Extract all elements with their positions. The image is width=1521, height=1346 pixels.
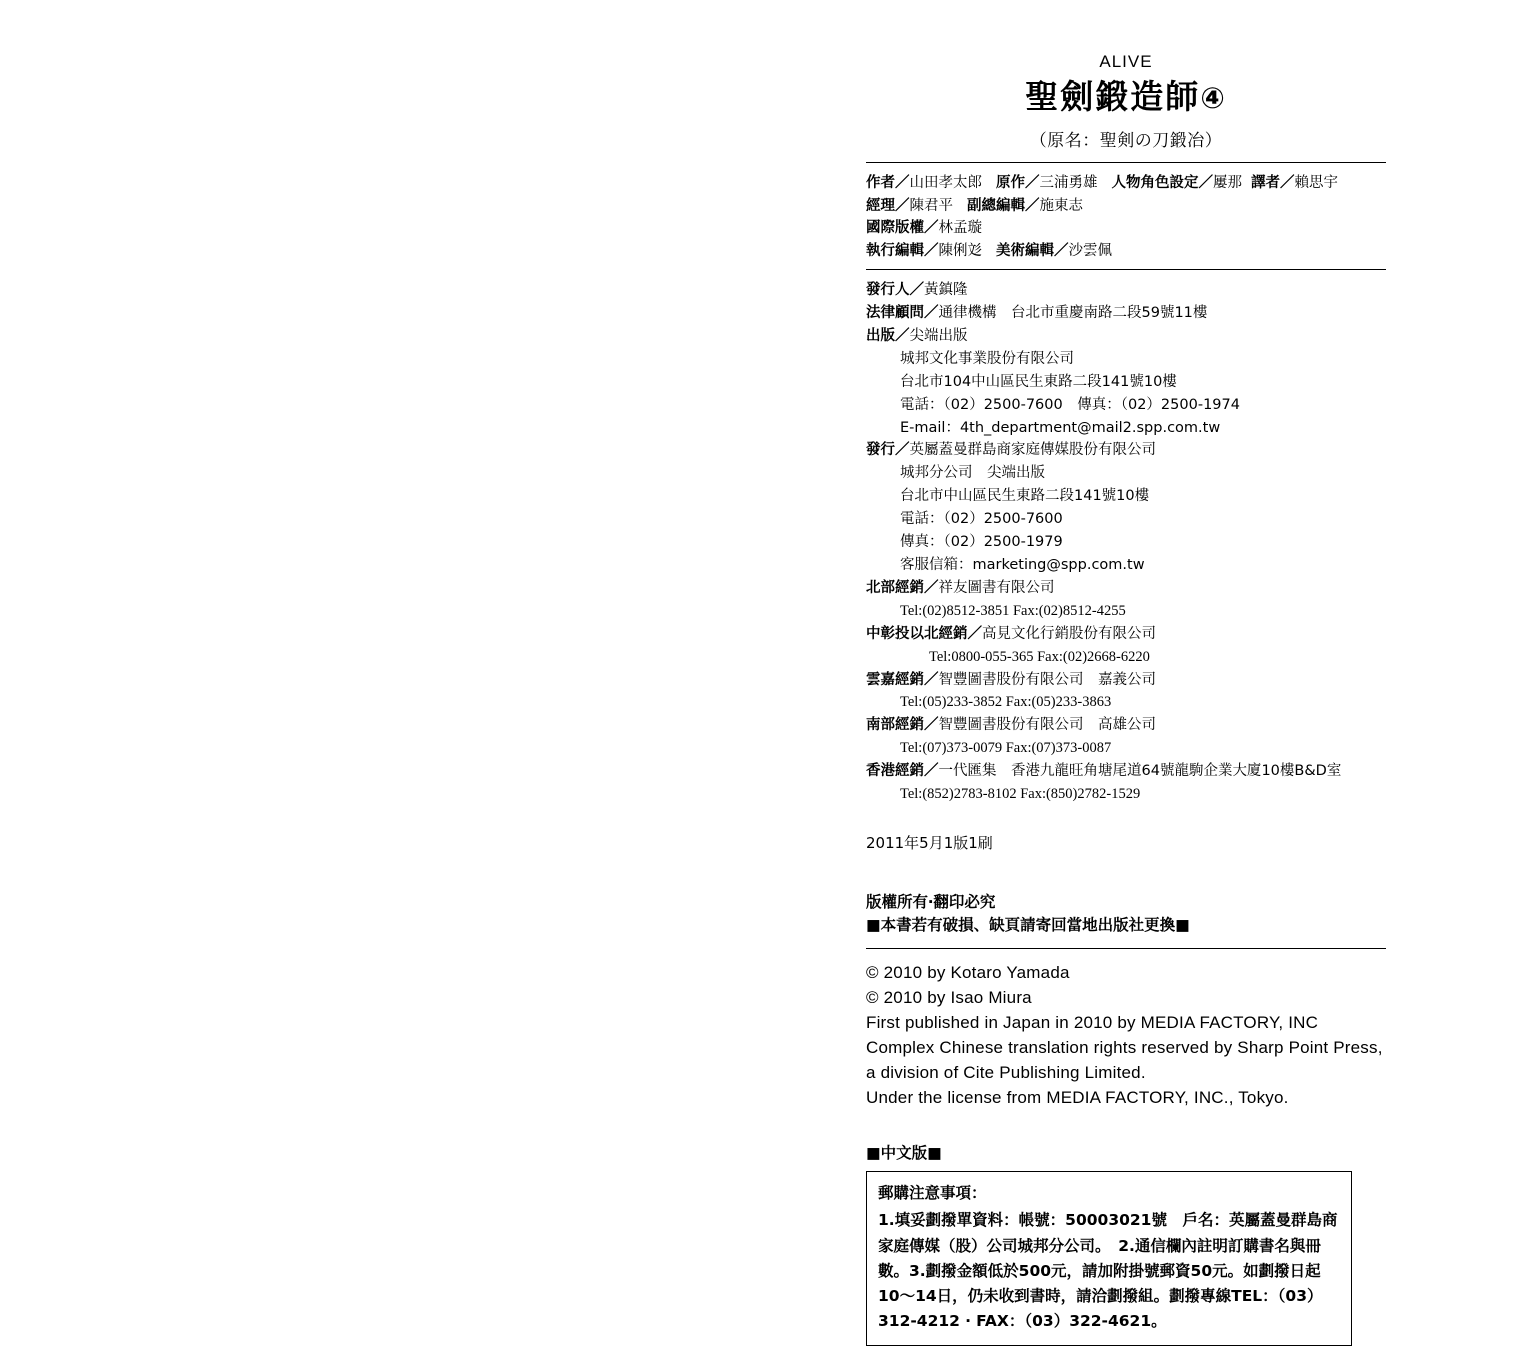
mail-order-line: 312-4212 ‧ FAX：（03）322-4621。 — [878, 1311, 1167, 1330]
publisher-row-value: 台北市中山區民生東路二段141號10樓 — [900, 488, 1150, 505]
publisher-row — [866, 623, 1386, 646]
translator-name: 賴思宇 — [1294, 175, 1338, 192]
publisher-row-value: 英屬蓋曼群島商家庭傳媒股份有限公司 — [909, 442, 1156, 459]
publisher-row — [866, 600, 1386, 623]
publisher-row — [866, 554, 1386, 577]
executive-editor-label: 執行編輯／ — [866, 242, 939, 259]
publisher-row — [866, 531, 1386, 554]
publisher-row — [866, 302, 1386, 325]
publisher-row — [866, 577, 1386, 600]
credits-row-4 — [866, 240, 1386, 262]
divider-credits — [866, 269, 1386, 270]
publisher-row — [866, 348, 1386, 371]
publisher-row-label: 中彰投以北經銷／ — [866, 625, 982, 642]
publisher-row-value: 電話：（02）2500-7600 傳真：（02）2500-1974 — [900, 396, 1240, 413]
publisher-row — [866, 485, 1386, 508]
mail-order-line: 數。3.劃撥金額低於500元，請加附掛號郵資50元。如劃撥日起 — [878, 1261, 1321, 1280]
art-editor-name: 沙雲佩 — [1068, 242, 1112, 259]
rights-line-2: ■本書若有破損、缺頁請寄回當地出版社更換■ — [866, 916, 1190, 935]
license-block — [866, 961, 1386, 1111]
publisher-row-value: Tel:(05)233-3852 Fax:(05)233-3863 — [900, 694, 1112, 711]
publisher-row — [866, 508, 1386, 531]
credits-block — [866, 172, 1386, 262]
book-title-text: 聖劍鍛造師 — [1025, 77, 1201, 116]
publisher-row-value: E-mail：4th_department@mail2.spp.com.tw — [900, 419, 1221, 436]
rights-notice — [866, 891, 1386, 938]
publisher-row-value: 祥友圖書有限公司 — [938, 579, 1055, 596]
license-line: © 2010 by Kotaro Yamada — [866, 963, 1070, 983]
publisher-row-value: 傳真：（02）2500-1979 — [900, 534, 1063, 551]
publisher-row-label: 雲嘉經銷／ — [866, 671, 939, 688]
divider-top — [866, 162, 1386, 163]
deputy-editor-name: 施東志 — [1039, 197, 1083, 214]
credits-row-3 — [866, 217, 1386, 239]
credits-row-2 — [866, 195, 1386, 217]
art-editor-label: 美術編輯／ — [996, 242, 1069, 259]
publisher-row-value: Tel:(02)8512-3851 Fax:(02)8512-4255 — [900, 602, 1126, 619]
publisher-row — [866, 646, 1386, 669]
original-author-label: 原作／ — [996, 175, 1040, 192]
manager-name: 陳君平 — [909, 197, 953, 214]
publisher-row — [866, 691, 1386, 714]
publisher-row — [866, 439, 1386, 462]
publisher-row-value: 城邦分公司 尖端出版 — [900, 465, 1045, 482]
mail-order-box — [866, 1171, 1352, 1346]
publisher-block — [866, 279, 1386, 806]
publisher-row — [866, 279, 1386, 302]
publisher-row — [866, 737, 1386, 760]
mail-order-lines — [878, 1208, 1340, 1334]
publisher-row-value: 客服信箱：marketing@spp.com.tw — [900, 557, 1145, 573]
credits-row-1 — [866, 172, 1386, 194]
mail-order-heading: 郵購注意事項： — [878, 1184, 987, 1203]
publisher-row — [866, 417, 1386, 440]
license-line: © 2010 by Isao Miura — [866, 988, 1032, 1008]
license-line: a division of Cite Publishing Limited. — [866, 1063, 1146, 1083]
license-line: First published in Japan in 2010 by MEDIA FACTORY, INC — [866, 1013, 1319, 1033]
publisher-row — [866, 760, 1386, 783]
author-name: 山田孝太郎 — [909, 175, 982, 192]
intl-rights-name: 林孟璇 — [938, 220, 982, 237]
publisher-row-label: 出版／ — [866, 327, 910, 344]
publisher-row-value: 電話：（02）2500-7600 — [900, 511, 1063, 528]
publisher-row-label: 發行／ — [866, 442, 910, 459]
publisher-row-value: 通律機構 台北市重慶南路二段59號11樓 — [938, 305, 1208, 322]
publisher-row-value: 台北市104中山區民生東路二段141號10樓 — [900, 373, 1177, 390]
executive-editor-name: 陳俐彣 — [938, 242, 982, 259]
publisher-row-value: Tel:(852)2783-8102 Fax:(850)2782-1529 — [900, 786, 1141, 803]
publisher-row — [866, 783, 1386, 806]
publisher-row-label: 北部經銷／ — [866, 579, 939, 596]
original-title: （原名：聖剣の刀鍛冶） — [1029, 131, 1223, 152]
mail-order-line: 家庭傳媒（股）公司城邦分公司。 2.通信欄內註明訂購書名與冊 — [878, 1236, 1321, 1255]
page-title — [866, 76, 1386, 117]
publisher-row-label: 香港經銷／ — [866, 763, 939, 780]
chinese-edition-marker: ■中文版■ — [866, 1144, 942, 1163]
mail-order-line: 1.填妥劃撥單資料：帳號：50003021號 戶名：英屬蓋曼群島商 — [878, 1211, 1338, 1230]
character-design-label: 人物角色設定／ — [1111, 175, 1213, 192]
publisher-row — [866, 325, 1386, 348]
intl-rights-label: 國際版權／ — [866, 220, 939, 237]
translator-label: 譯者／ — [1251, 175, 1295, 192]
publisher-row-value: 尖端出版 — [909, 327, 968, 344]
publisher-row-value: Tel:(07)373-0079 Fax:(07)373-0087 — [900, 740, 1112, 757]
publisher-row-value: Tel:0800-055-365 Fax:(02)2668-6220 — [929, 648, 1150, 665]
original-author-name: 三浦勇雄 — [1039, 175, 1098, 192]
publisher-row-value: 高見文化行銷股份有限公司 — [982, 625, 1156, 642]
publisher-row-value: 黃鎮隆 — [924, 282, 968, 299]
publisher-row-value: 一代匯集 香港九龍旺角塘尾道64號龍駒企業大廈10樓B&D室 — [938, 763, 1342, 780]
publisher-row-label: 法律顧問／ — [866, 305, 939, 322]
rights-line-1: 版權所有‧翻印必究 — [866, 892, 996, 911]
character-design-name: 屢那 — [1213, 175, 1242, 192]
publisher-row — [866, 371, 1386, 394]
deputy-editor-label: 副總編輯／ — [967, 197, 1040, 214]
colophon-block — [866, 52, 1386, 1346]
series-label: ALIVE — [1099, 52, 1153, 71]
manager-label: 經理／ — [866, 197, 910, 214]
publisher-row — [866, 669, 1386, 692]
volume-number: ④ — [1200, 81, 1227, 115]
license-line: Complex Chinese translation rights reserved by Sharp Point Press, — [866, 1038, 1383, 1058]
publisher-row-value: 智豐圖書股份有限公司 高雄公司 — [938, 717, 1156, 734]
publisher-row — [866, 714, 1386, 737]
publisher-row — [866, 394, 1386, 417]
publisher-row-label: 南部經銷／ — [866, 717, 939, 734]
divider-rights — [866, 948, 1386, 949]
publisher-row-label: 發行人／ — [866, 282, 924, 299]
author-label: 作者／ — [866, 175, 910, 192]
license-line: Under the license from MEDIA FACTORY, INC., Tokyo. — [866, 1088, 1289, 1108]
publisher-row — [866, 462, 1386, 485]
mail-order-line: 10～14日，仍未收到書時，請洽劃撥組。劃撥專線TEL：（03） — [878, 1286, 1323, 1305]
publisher-row-value: 城邦文化事業股份有限公司 — [900, 350, 1074, 367]
publisher-row-value: 智豐圖書股份有限公司 嘉義公司 — [938, 671, 1156, 688]
publication-date: 2011年5月1版1刷 — [866, 833, 993, 852]
